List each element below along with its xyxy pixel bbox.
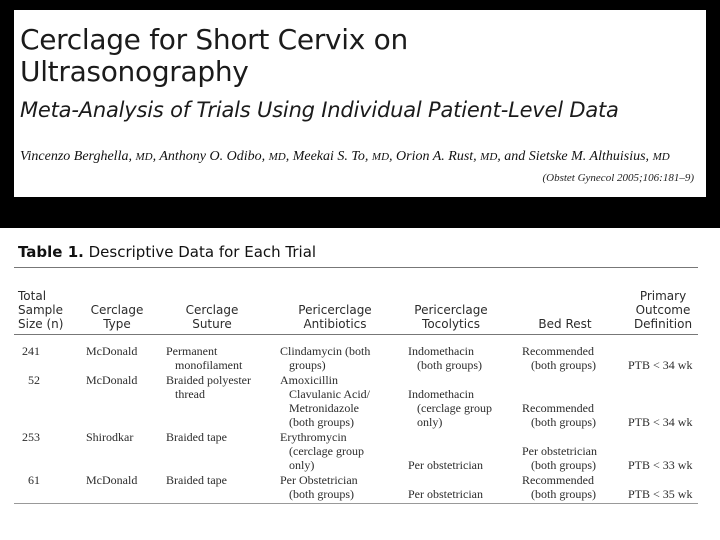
col-header-sample-size: Total Sample Size (n): [18, 289, 64, 331]
cell-cerclage-suture: Braided tape: [166, 430, 227, 444]
paper-title: Cerclage for Short Cervix on Ultrasonography: [20, 23, 408, 88]
cell-cerclage-type: Shirodkar: [86, 430, 134, 444]
cell-antibiotics: Per Obstetrician (both groups): [280, 473, 358, 501]
col-header-antibiotics: Pericerclage Antibiotics: [298, 303, 372, 331]
cell-sample-size: 241: [22, 344, 40, 358]
table-top-rule: [14, 267, 698, 268]
cell-outcome: PTB < 34 wk: [628, 358, 693, 372]
author-degree: MD: [268, 151, 286, 163]
author-name: Meekai S. To,: [292, 149, 369, 164]
cell-sample-size: 253: [22, 430, 40, 444]
author-degree: MD: [480, 151, 498, 163]
author-degree: MD: [135, 151, 153, 163]
col-header-cerclage-type: Cerclage Type: [90, 303, 144, 331]
col-header-bed-rest: Bed Rest: [538, 317, 592, 331]
cell-sample-size: 61: [28, 473, 40, 487]
table-label: Table 1.: [18, 243, 84, 261]
cell-tocolytics: Indomethacin (both groups): [408, 344, 482, 372]
cell-cerclage-type: McDonald: [86, 473, 138, 487]
cell-bed-rest: Recommended (both groups): [522, 473, 596, 501]
cell-cerclage-type: McDonald: [86, 344, 138, 358]
author-name: Orion A. Rust,: [396, 149, 477, 164]
cell-outcome: PTB < 35 wk: [628, 487, 693, 501]
cell-cerclage-suture: Braided tape: [166, 473, 227, 487]
cell-bed-rest: Per obstetrician (both groups): [522, 444, 597, 472]
table-title: Descriptive Data for Each Trial: [88, 243, 317, 261]
cell-cerclage-type: McDonald: [86, 373, 138, 387]
cell-outcome: PTB < 34 wk: [628, 415, 693, 429]
col-header-tocolytics: Pericerclage Tocolytics: [414, 303, 488, 331]
author-name: Vincenzo Berghella,: [20, 149, 132, 164]
author-name: and Sietske M. Althuisius,: [504, 149, 650, 164]
header-frame: [0, 0, 720, 228]
col-header-cerclage-suture: Cerclage Suture: [185, 303, 239, 331]
cell-antibiotics: Erythromycin (cerclage group only): [280, 430, 364, 472]
author-degree: MD: [371, 151, 390, 163]
author-degree: MD: [652, 151, 670, 163]
citation: (Obstet Gynecol 2005;106:181–9): [542, 172, 694, 184]
paper-header: [14, 10, 706, 197]
cell-tocolytics: Per obstetrician: [408, 458, 483, 472]
cell-cerclage-suture: Permanent monofilament: [166, 344, 243, 372]
cell-cerclage-suture: Braided polyester thread: [166, 373, 251, 401]
cell-antibiotics: Amoxicillin Clavulanic Acid/ Metronidazole (both groups): [280, 373, 370, 429]
table-bottom-rule: [14, 503, 698, 504]
author-name: Anthony O. Odibo,: [159, 149, 266, 164]
table-header-rule: [14, 334, 698, 335]
table-caption: [18, 243, 316, 261]
cell-tocolytics: Indomethacin (cerclage group only): [408, 387, 492, 429]
cell-antibiotics: Clindamycin (both groups): [280, 344, 371, 372]
cell-sample-size: 52: [28, 373, 40, 387]
cell-tocolytics: Per obstetrician: [408, 487, 483, 501]
cell-bed-rest: Recommended (both groups): [522, 401, 596, 429]
paper-subtitle: Meta-Analysis of Trials Using Individual Patient-Level Data: [20, 98, 619, 122]
cell-bed-rest: Recommended (both groups): [522, 344, 596, 372]
col-header-primary-outcome: Primary Outcome Definition: [633, 289, 693, 331]
author-list: Vincenzo Berghella, MD, Anthony O. Odibo, MD, Meekai S. To, MD, Orion A. Rust, MD, and Sietske M. Althuisius, MD: [20, 149, 670, 164]
cell-outcome: PTB < 33 wk: [628, 458, 693, 472]
